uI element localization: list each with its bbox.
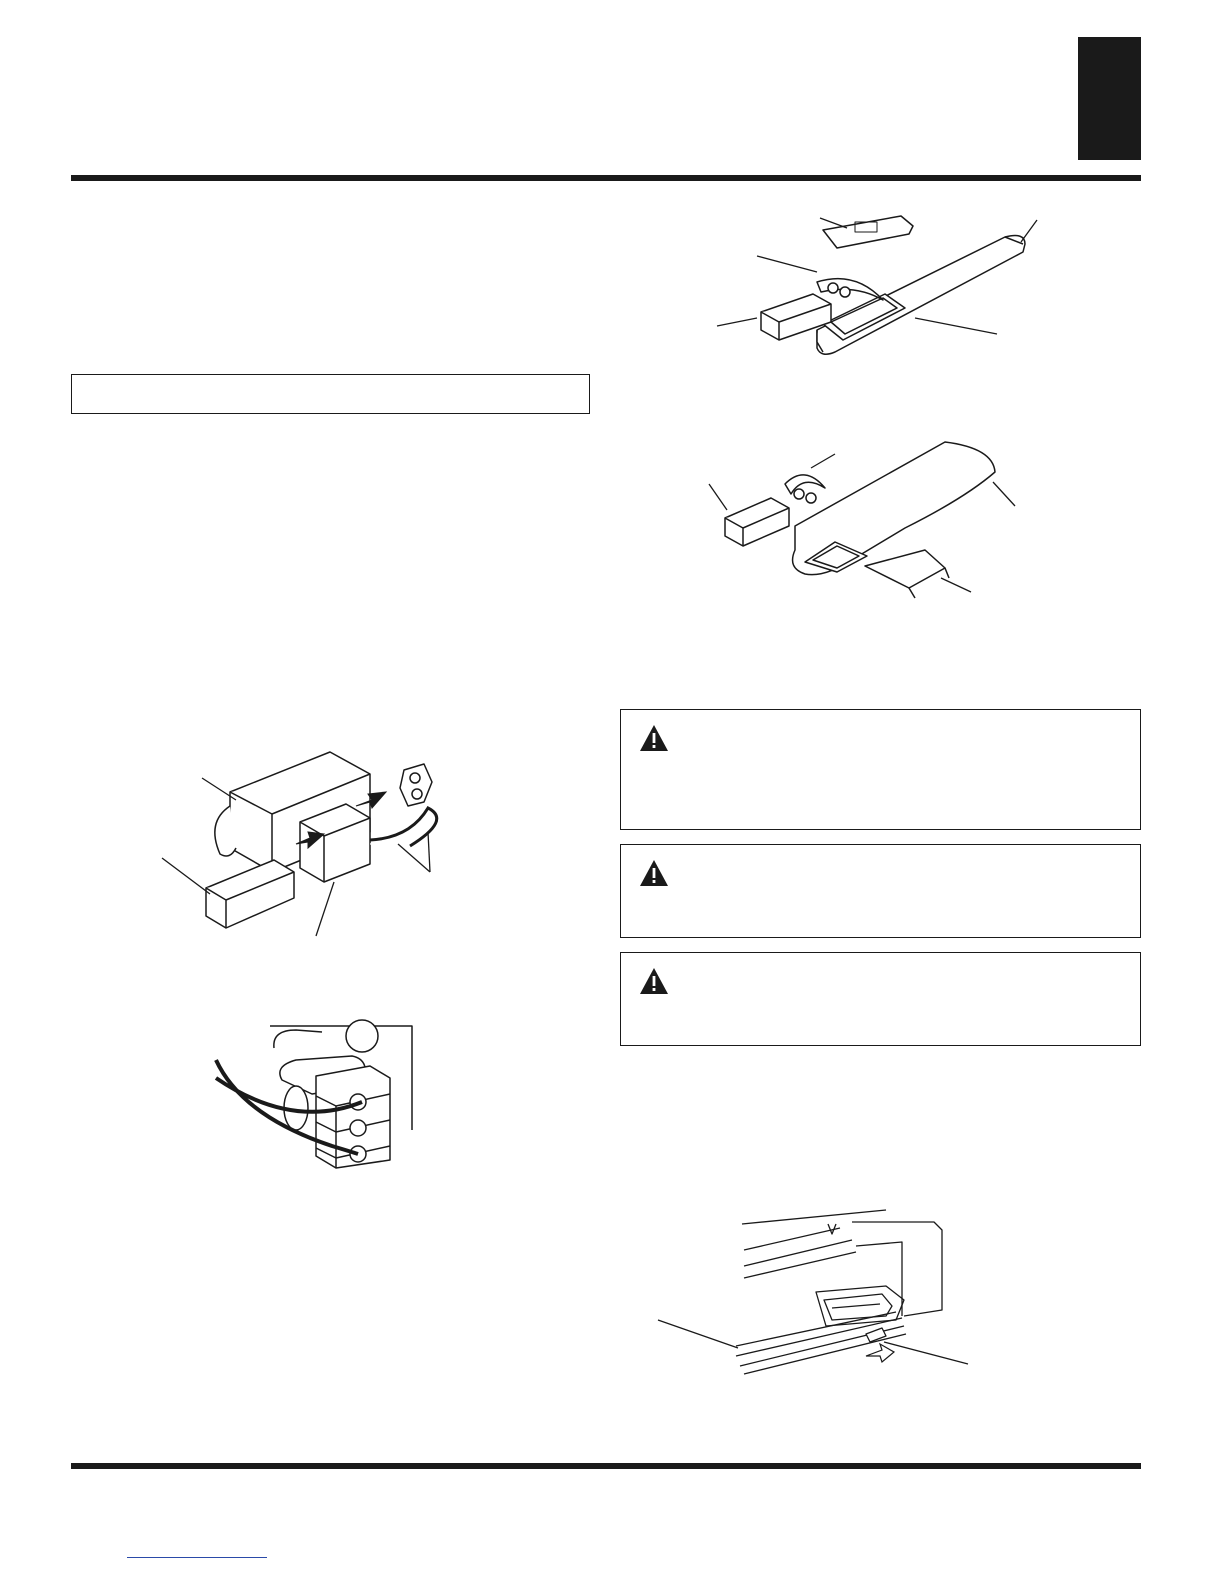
heater-base-figure bbox=[656, 1216, 972, 1382]
note-box bbox=[71, 374, 590, 414]
warning-box-3 bbox=[620, 952, 1141, 1046]
warning-box-1 bbox=[620, 709, 1141, 830]
footer-link[interactable] bbox=[127, 1557, 267, 1558]
remote-curved-figure bbox=[705, 438, 1035, 608]
warning-box-2 bbox=[620, 844, 1141, 938]
warning-triangle-icon bbox=[639, 967, 669, 995]
valve-wiring-figure bbox=[212, 1020, 432, 1170]
receiver-battery-figure bbox=[160, 748, 460, 948]
warning-triangle-icon bbox=[639, 859, 669, 887]
remote-battery-figure bbox=[705, 212, 1045, 362]
header-rule bbox=[71, 175, 1141, 181]
footer-rule bbox=[71, 1463, 1141, 1469]
section-tab bbox=[1078, 37, 1141, 160]
warning-triangle-icon bbox=[639, 724, 669, 752]
